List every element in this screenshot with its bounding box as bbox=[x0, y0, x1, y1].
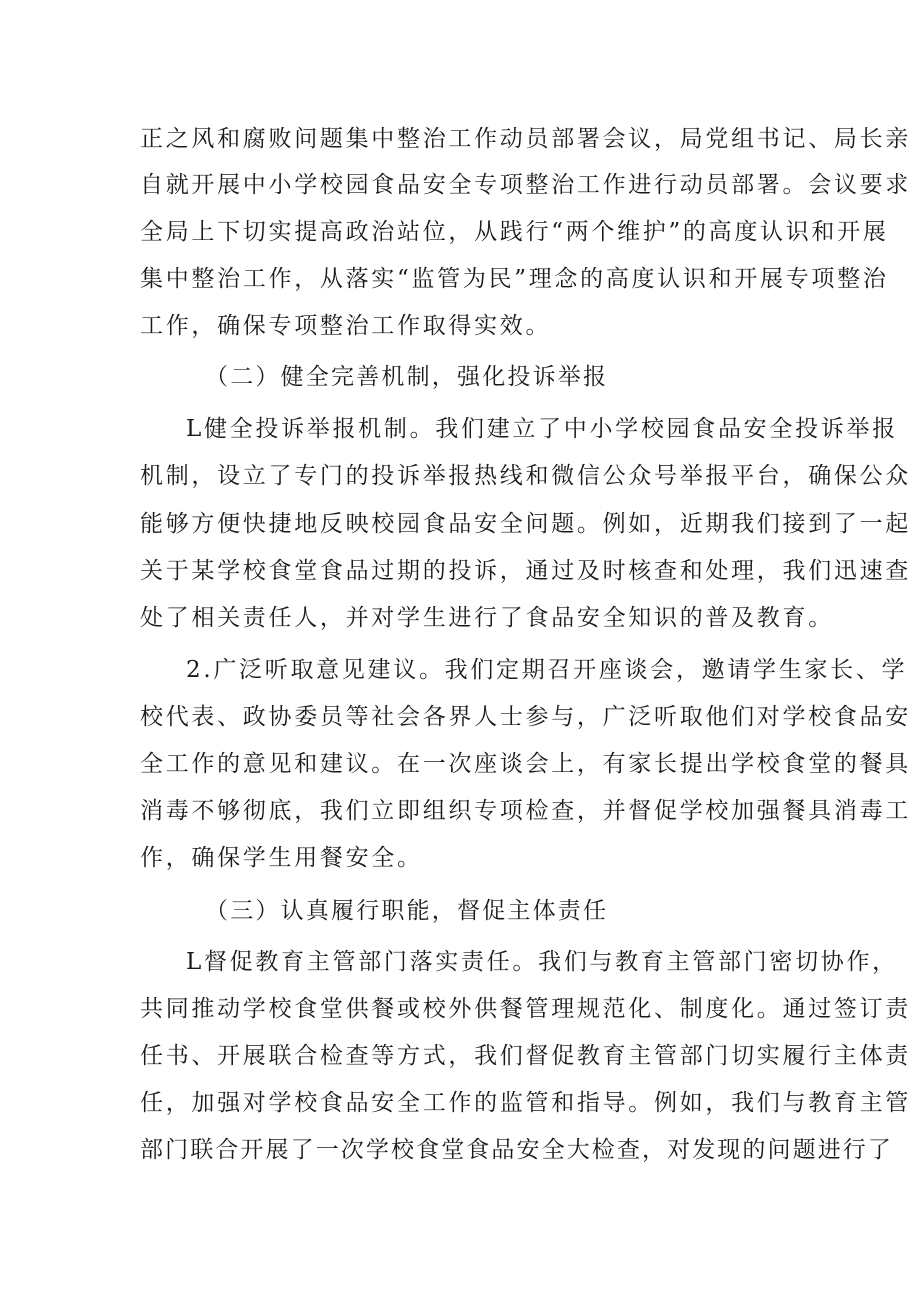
section-heading-2: （二）健全完善机制，强化投诉举报 bbox=[205, 364, 609, 390]
body-text-line: 机制，设立了专门的投诉举报热线和微信公众号举报平台，确保公众 bbox=[140, 463, 911, 489]
body-text-line: 2.广泛听取意见建议。我们定期召开座谈会，邀请学生家长、学 bbox=[186, 657, 908, 683]
body-text-line: 工作，确保专项整治工作取得实效。 bbox=[140, 313, 552, 339]
body-text-line: 自就开展中小学校园食品安全专项整治工作进行动员部署。会议要求 bbox=[140, 172, 911, 198]
body-text-line: 消毒不够彻底，我们立即组织专项检查，并督促学校加强餐具消毒工 bbox=[140, 798, 911, 824]
body-text-line: 共同推动学校食堂供餐或校外供餐管理规范化、制度化。通过签订责 bbox=[140, 996, 911, 1022]
body-text-line: 任，加强对学校食品安全工作的监管和指导。例如，我们与教育主管 bbox=[140, 1090, 911, 1116]
body-text-line: L健全投诉举报机制。我们建立了中小学校园食品安全投诉举报 bbox=[186, 416, 898, 442]
body-text-line: 任书、开展联合检查等方式，我们督促教育主管部门切实履行主体责 bbox=[140, 1043, 911, 1069]
body-text-line: L督促教育主管部门落实责任。我们与教育主管部门密切协作， bbox=[186, 949, 898, 975]
body-text-line: 正之风和腐败问题集中整治工作动员部署会议，局党组书记、局长亲 bbox=[140, 126, 911, 152]
body-text-line: 部门联合开展了一次学校食堂食品安全大检查，对发现的问题进行了 bbox=[140, 1137, 893, 1163]
body-text-line: 全工作的意见和建议。在一次座谈会上，有家长提出学校食堂的餐具 bbox=[140, 751, 911, 777]
body-text-line: 集中整治工作，从落实“监管为民”理念的高度认识和开展专项整治 bbox=[140, 266, 889, 292]
section-heading-3: （三）认真履行职能，督促主体责任 bbox=[205, 898, 609, 924]
body-text-line: 全局上下切实提高政治站位，从践行“两个维护”的高度认识和开展 bbox=[140, 219, 889, 245]
body-text-line: 校代表、政协委员等社会各界人士参与，广泛听取他们对学校食品安 bbox=[140, 704, 911, 730]
body-text-line: 处了相关责任人，并对学生进行了食品安全知识的普及教育。 bbox=[140, 605, 834, 631]
body-text-line: 关于某学校食堂食品过期的投诉，通过及时核查和处理，我们迅速查 bbox=[140, 558, 911, 584]
body-text-line: 作，确保学生用餐安全。 bbox=[140, 845, 423, 871]
body-text-line: 能够方便快捷地反映校园食品安全问题。例如，近期我们接到了一起 bbox=[140, 511, 911, 537]
